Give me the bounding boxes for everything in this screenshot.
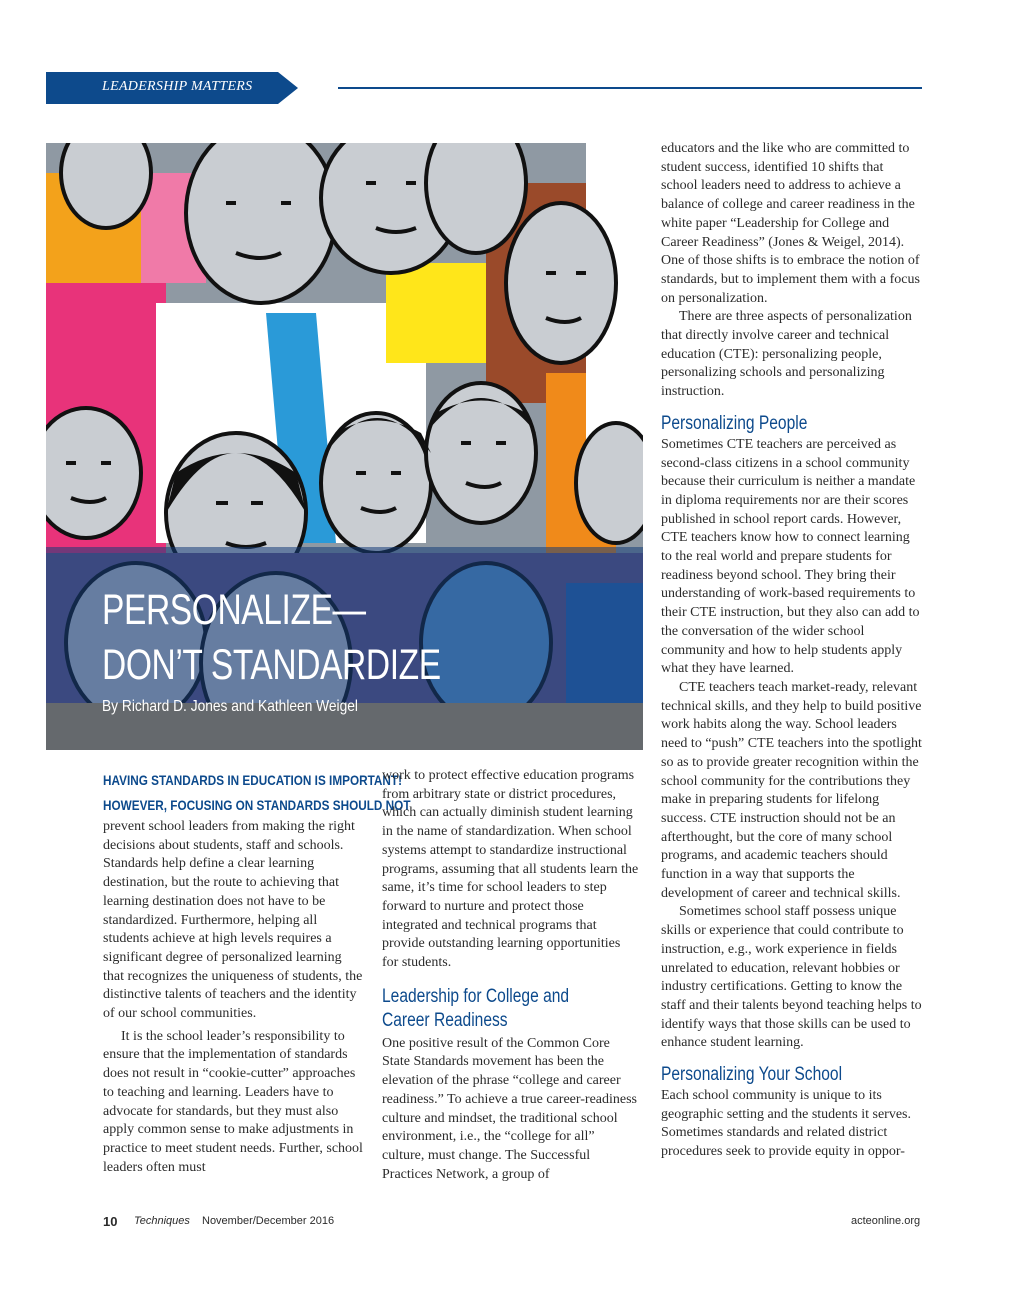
magazine-name: Techniques [134,1215,190,1227]
website: acteonline.org [851,1215,921,1227]
column-3 [661,140,923,1162]
byline: By Richard D. Jones and Kathleen Weigel [102,698,358,715]
subhead-leadership: Leadership for College and Career Readiness [382,985,570,1031]
column-1 [103,768,411,1177]
lead-line-1: HAVING STANDARDS IN EDUCATION IS IMPORTANT! [103,772,403,788]
hero-illustration [46,143,643,750]
section-label: LEADERSHIP MATTERS [102,79,253,94]
paragraph: There are three aspects of personalization that directly involve career and technical education (CTE): personalizing people, personalizing schools and personalizing instruction. [661,309,912,400]
subhead-personalizing-people: Personalizing People [661,412,808,434]
issue-date: November/December 2016 [202,1215,335,1227]
paragraph: Each school community is unique to its geographic setting and the students it serves. Sometimes standards and related district procedures seek to provide equity in oppor- [661,1088,911,1160]
paragraph: educators and the like who are committed to student success, identified 10 shifts that school leaders need to address to achieve a balance of college and career readiness in the white paper “Leadership for College and Career Readiness” (Jones & Weigel, 2014). One of those shifts is to embrace the notion of standards, but to implement them with a focus on personalization. [661,141,920,306]
column-2 [382,767,640,1184]
paragraph: prevent school leaders from making the right decisions about students, staff and schools. Standards help define a clear learning destination, but the route to achieving that learning destination does not have to be standardized. Furthermore, helping all students achieve at high levels requires a significant degree of personalized learning that recognizes the uniqueness of students, the distinctive talents of teachers and the identity of our school communities. [103,819,363,1022]
paragraph: CTE teachers teach market-ready, relevant technical skills, and they help to build positive work habits along the way. School leaders need to “push” CTE teachers into the spotlight so as to provide greater recognition within the school community for the contributions they make in preparing students for lifelong success. CTE instruction should not be an afterthought, but the core of many school programs, and academic teachers should function in a way that supports the development of career and technical skills. [661,679,922,901]
paragraph: One positive result of the Common Core State Standards movement has been the elevation of the phrase “college and career readiness.” To achieve a true career-readiness culture and mindset, the traditional school environment, i.e., the “college for all” culture, must change. The Successful Practices Network, a group of [382,1035,638,1182]
paragraph: Sometimes school staff possess unique skills or experience that could contribute to instruction, e.g., work experience in fields unrelated to education, relevant hobbies or industry certifications. Getting to know the staff and their talents beyond teaching helps to identify ways that those skills can be used to enhance student learning. [661,904,922,1051]
page-number: 10 [103,1214,118,1229]
lead-line-2: HOWEVER, FOCUSING ON STANDARDS SHOULD NOT [103,797,411,813]
subhead-personalizing-school: Personalizing Your School [661,1064,843,1086]
article-title: PERSONALIZE— DON’T STANDARDIZE [102,586,441,689]
paragraph: Sometimes CTE teachers are perceived as second-class citizens in a school community because their curriculum is neither a mandate in diploma requirements nor are their scores published in school report cards. However, CTE teachers know how to connect learning to the real world and prepare students for readiness beyond school. They bring their understanding of work-based requirements to their CTE instruction, but they also can add to the conversation of the wider school community and how to help students apply what they have learned. [661,436,920,677]
paragraph: work to protect effective education programs from arbitrary state or district procedures, which can actually diminish student learning in the name of standardization. When school systems attempt to standardize instructional programs, assuming that all students learn the same, it’s time for school leaders to step forward to nurture and protect those integrated and technical programs that provide outstanding learning opportunities for students. [382,768,639,971]
paragraph: It is the school leader’s responsibility to ensure that the implementation of standards does not result in “cookie-cutter” approaches to teaching and learning. Leaders have to advocate for standards, but they must also apply common sense to make adjustments in practice to meet student needs. Further, school leaders often must [103,1028,363,1175]
header-rule [338,87,922,89]
